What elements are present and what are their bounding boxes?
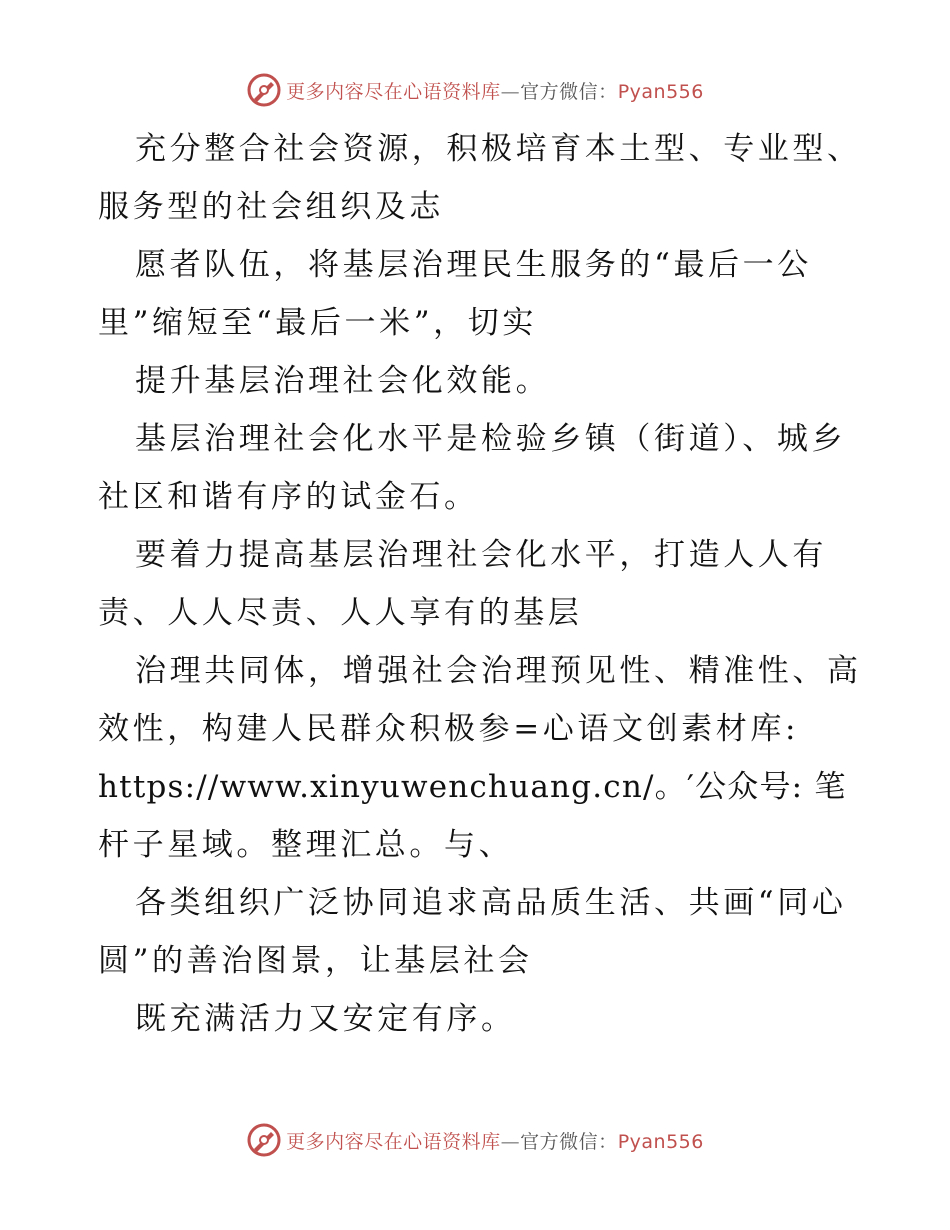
text-line: 社区和谐有序的试金石。 — [98, 479, 479, 515]
watermark-wechat-id: Pyan556 — [617, 1130, 704, 1153]
text-line: 要着力提高基层治理社会化水平，打造人人有 — [135, 537, 827, 573]
watermark-dash: — — [500, 1130, 521, 1153]
pen-logo-icon — [246, 72, 282, 108]
text-line: 效性，构建人民群众积极参=心语文创素材库: — [98, 711, 800, 747]
watermark-dash: — — [500, 80, 521, 103]
text-line: 各类组织广泛协同追求高品质生活、共画“同心 — [135, 885, 847, 921]
watermark-label: 官方微信： — [520, 80, 618, 103]
text-line: 充分整合社会资源，积极培育本土型、专业型、 — [135, 131, 862, 167]
text-line: 服务型的社会组织及志 — [98, 189, 444, 225]
text-line: 责、人人尽责、人人享有的基层 — [98, 595, 583, 631]
text-line: 基层治理社会化水平是检验乡镇（街道）、城乡 — [135, 421, 847, 457]
text-line: 杆子星域。整理汇总。与、 — [98, 827, 514, 863]
watermark-header — [0, 70, 950, 110]
text-line: 愿者队伍，将基层治理民生服务的“最后一公 — [135, 247, 812, 283]
watermark-main: 更多内容尽在心语资料库 — [286, 80, 501, 103]
text-line: 治理共同体，增强社会治理预见性、精准性、高 — [135, 653, 862, 689]
text-line: 提升基层治理社会化效能。 — [135, 363, 551, 399]
watermark-text — [286, 1127, 704, 1154]
watermark-footer — [0, 1120, 950, 1160]
watermark-label: 官方微信： — [520, 1130, 618, 1153]
text-line: https://www.xinyuwenchuang.cn/。′公众号: 笔 — [98, 769, 847, 805]
watermark-main: 更多内容尽在心语资料库 — [286, 1130, 501, 1153]
watermark-wechat-id: Pyan556 — [617, 80, 704, 103]
text-line: 圆”的善治图景，让基层社会 — [98, 943, 533, 979]
watermark-text — [286, 77, 704, 104]
pen-logo-icon — [246, 1122, 282, 1158]
text-line: 里”缩短至“最后一米”，切实 — [98, 305, 537, 341]
text-line: 既充满活力又安定有序。 — [135, 1001, 516, 1037]
document-body — [98, 120, 868, 1048]
